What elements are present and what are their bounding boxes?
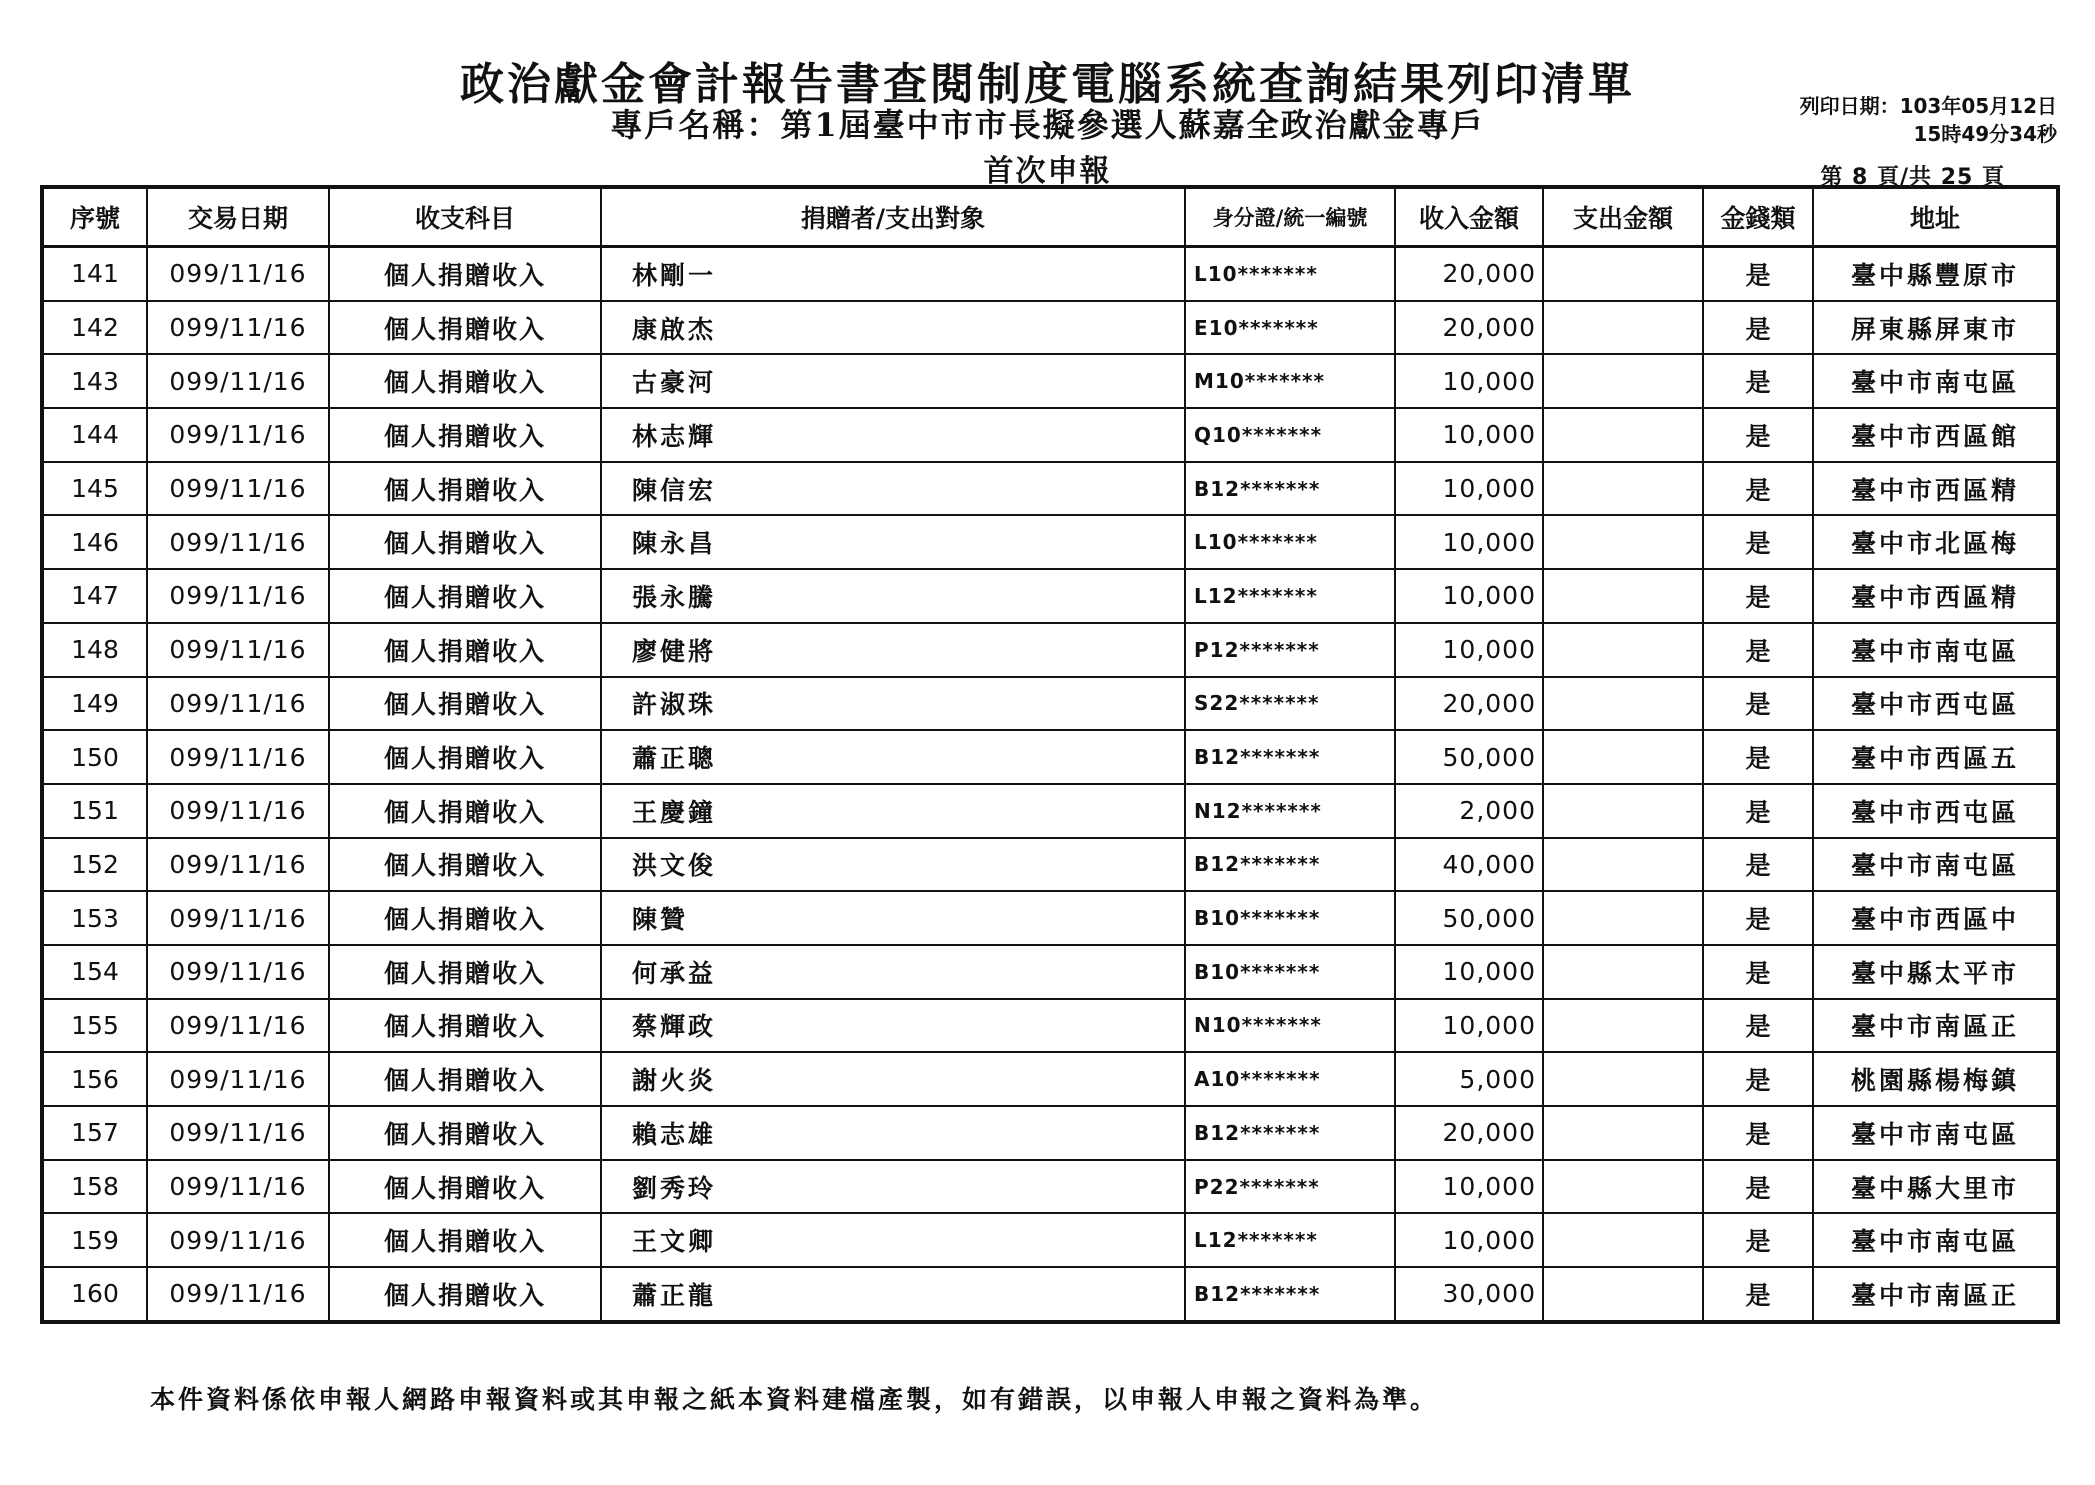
row-expense-amount bbox=[1543, 945, 1703, 999]
row-cash-flag: 是 bbox=[1703, 301, 1813, 355]
row-income-amount: 10,000 bbox=[1395, 408, 1543, 462]
row-address: 臺中市南區正 bbox=[1813, 999, 2058, 1053]
row-cash-flag: 是 bbox=[1703, 354, 1813, 408]
row-income-amount: 40,000 bbox=[1395, 838, 1543, 892]
row-expense-amount bbox=[1543, 247, 1703, 301]
row-seq: 144 bbox=[42, 408, 147, 462]
row-expense-amount bbox=[1543, 1267, 1703, 1322]
row-seq: 148 bbox=[42, 623, 147, 677]
row-address: 臺中市南屯區 bbox=[1813, 1213, 2058, 1267]
row-cash-flag: 是 bbox=[1703, 677, 1813, 731]
row-seq: 142 bbox=[42, 301, 147, 355]
row-date: 099/11/16 bbox=[147, 1052, 329, 1106]
table-row bbox=[42, 999, 2058, 1053]
table-row bbox=[42, 838, 2058, 892]
row-income-amount: 10,000 bbox=[1395, 462, 1543, 516]
account-name: 第1屆臺中市市長擬參選人蘇嘉全政治獻金專戶 bbox=[780, 106, 1485, 144]
row-address: 桃園縣楊梅鎮 bbox=[1813, 1052, 2058, 1106]
row-income-amount: 10,000 bbox=[1395, 999, 1543, 1053]
row-donor: 洪文俊 bbox=[601, 838, 1185, 892]
row-cash-flag: 是 bbox=[1703, 515, 1813, 569]
row-id-number: A10******* bbox=[1185, 1052, 1395, 1106]
row-donor: 王慶鐘 bbox=[601, 784, 1185, 838]
row-id-number: B10******* bbox=[1185, 891, 1395, 945]
row-donor: 康啟杰 bbox=[601, 301, 1185, 355]
row-date: 099/11/16 bbox=[147, 623, 329, 677]
row-expense-amount bbox=[1543, 408, 1703, 462]
row-donor: 劉秀玲 bbox=[601, 1160, 1185, 1214]
row-date: 099/11/16 bbox=[147, 838, 329, 892]
row-id-number: B12******* bbox=[1185, 730, 1395, 784]
row-income-amount: 20,000 bbox=[1395, 1106, 1543, 1160]
footnote: 本件資料係依申報人網路申報資料或其申報之紙本資料建檔產製，如有錯誤，以申報人申報之資料為準。 bbox=[150, 1385, 1439, 1414]
row-cash-flag: 是 bbox=[1703, 891, 1813, 945]
table-row bbox=[42, 247, 2058, 301]
row-category: 個人捐贈收入 bbox=[329, 784, 601, 838]
table-row bbox=[42, 569, 2058, 623]
table-row bbox=[42, 354, 2058, 408]
row-category: 個人捐贈收入 bbox=[329, 1267, 601, 1322]
row-date: 099/11/16 bbox=[147, 945, 329, 999]
row-category: 個人捐贈收入 bbox=[329, 891, 601, 945]
account-name-line bbox=[0, 100, 2095, 146]
row-date: 099/11/16 bbox=[147, 462, 329, 516]
row-category: 個人捐贈收入 bbox=[329, 999, 601, 1053]
row-seq: 149 bbox=[42, 677, 147, 731]
row-category: 個人捐贈收入 bbox=[329, 1213, 601, 1267]
row-donor: 蔡輝政 bbox=[601, 999, 1185, 1053]
table-row bbox=[42, 408, 2058, 462]
table-row bbox=[42, 730, 2058, 784]
row-id-number: L10******* bbox=[1185, 515, 1395, 569]
row-seq: 147 bbox=[42, 569, 147, 623]
row-income-amount: 50,000 bbox=[1395, 891, 1543, 945]
row-cash-flag: 是 bbox=[1703, 730, 1813, 784]
table-row bbox=[42, 1160, 2058, 1214]
column-header-expense: 支出金額 bbox=[1543, 187, 1703, 247]
row-address: 臺中縣太平市 bbox=[1813, 945, 2058, 999]
row-date: 099/11/16 bbox=[147, 408, 329, 462]
row-expense-amount bbox=[1543, 1160, 1703, 1214]
row-id-number: B12******* bbox=[1185, 838, 1395, 892]
table-row bbox=[42, 1052, 2058, 1106]
row-id-number: Q10******* bbox=[1185, 408, 1395, 462]
row-address: 臺中市西屯區 bbox=[1813, 677, 2058, 731]
row-id-number: B12******* bbox=[1185, 1267, 1395, 1322]
row-donor: 陳永昌 bbox=[601, 515, 1185, 569]
table-row bbox=[42, 945, 2058, 999]
row-seq: 146 bbox=[42, 515, 147, 569]
row-income-amount: 20,000 bbox=[1395, 677, 1543, 731]
column-header-seq: 序號 bbox=[42, 187, 147, 247]
row-date: 099/11/16 bbox=[147, 247, 329, 301]
print-date-block bbox=[1800, 92, 2057, 148]
row-income-amount: 30,000 bbox=[1395, 1267, 1543, 1322]
row-expense-amount bbox=[1543, 1052, 1703, 1106]
row-donor: 林志輝 bbox=[601, 408, 1185, 462]
donation-table bbox=[40, 185, 2060, 1324]
row-date: 099/11/16 bbox=[147, 677, 329, 731]
print-time: 15時49分34秒 bbox=[1913, 122, 2057, 146]
table-row bbox=[42, 515, 2058, 569]
table-body bbox=[42, 247, 2058, 1322]
row-expense-amount bbox=[1543, 1213, 1703, 1267]
row-income-amount: 10,000 bbox=[1395, 354, 1543, 408]
row-cash-flag: 是 bbox=[1703, 462, 1813, 516]
row-expense-amount bbox=[1543, 462, 1703, 516]
row-donor: 何承益 bbox=[601, 945, 1185, 999]
row-income-amount: 20,000 bbox=[1395, 247, 1543, 301]
row-category: 個人捐贈收入 bbox=[329, 945, 601, 999]
row-date: 099/11/16 bbox=[147, 1213, 329, 1267]
print-date-label: 列印日期： bbox=[1799, 94, 1900, 118]
row-donor: 謝火炎 bbox=[601, 1052, 1185, 1106]
row-donor: 廖健將 bbox=[601, 623, 1185, 677]
row-seq: 143 bbox=[42, 354, 147, 408]
row-id-number: B12******* bbox=[1185, 462, 1395, 516]
row-income-amount: 10,000 bbox=[1395, 945, 1543, 999]
row-cash-flag: 是 bbox=[1703, 945, 1813, 999]
row-seq: 150 bbox=[42, 730, 147, 784]
row-id-number: L10******* bbox=[1185, 247, 1395, 301]
row-cash-flag: 是 bbox=[1703, 623, 1813, 677]
row-category: 個人捐贈收入 bbox=[329, 1106, 601, 1160]
row-seq: 152 bbox=[42, 838, 147, 892]
row-address: 臺中市西區精 bbox=[1813, 569, 2058, 623]
row-donor: 蕭正龍 bbox=[601, 1267, 1185, 1322]
row-seq: 141 bbox=[42, 247, 147, 301]
row-date: 099/11/16 bbox=[147, 1106, 329, 1160]
row-expense-amount bbox=[1543, 838, 1703, 892]
row-date: 099/11/16 bbox=[147, 891, 329, 945]
row-address: 臺中市南屯區 bbox=[1813, 623, 2058, 677]
row-expense-amount bbox=[1543, 301, 1703, 355]
table-row bbox=[42, 1267, 2058, 1322]
row-id-number: P22******* bbox=[1185, 1160, 1395, 1214]
row-donor: 蕭正聰 bbox=[601, 730, 1185, 784]
row-category: 個人捐贈收入 bbox=[329, 515, 601, 569]
row-income-amount: 2,000 bbox=[1395, 784, 1543, 838]
table-row bbox=[42, 623, 2058, 677]
row-date: 099/11/16 bbox=[147, 515, 329, 569]
page-number: 第 8 頁/共 25 頁 bbox=[1820, 165, 2005, 190]
row-id-number: L12******* bbox=[1185, 1213, 1395, 1267]
row-donor: 陳贊 bbox=[601, 891, 1185, 945]
row-address: 臺中縣大里市 bbox=[1813, 1160, 2058, 1214]
row-date: 099/11/16 bbox=[147, 569, 329, 623]
row-cash-flag: 是 bbox=[1703, 838, 1813, 892]
row-category: 個人捐贈收入 bbox=[329, 677, 601, 731]
row-cash-flag: 是 bbox=[1703, 569, 1813, 623]
row-category: 個人捐贈收入 bbox=[329, 623, 601, 677]
row-donor: 賴志雄 bbox=[601, 1106, 1185, 1160]
row-donor: 張永騰 bbox=[601, 569, 1185, 623]
row-expense-amount bbox=[1543, 1106, 1703, 1160]
row-category: 個人捐贈收入 bbox=[329, 354, 601, 408]
row-address: 臺中市西區館 bbox=[1813, 408, 2058, 462]
row-cash-flag: 是 bbox=[1703, 999, 1813, 1053]
row-date: 099/11/16 bbox=[147, 1267, 329, 1322]
row-expense-amount bbox=[1543, 623, 1703, 677]
row-seq: 154 bbox=[42, 945, 147, 999]
row-id-number: B12******* bbox=[1185, 1106, 1395, 1160]
row-income-amount: 10,000 bbox=[1395, 1213, 1543, 1267]
row-donor: 古豪河 bbox=[601, 354, 1185, 408]
row-donor: 許淑珠 bbox=[601, 677, 1185, 731]
account-name-label: 專戶名稱： bbox=[610, 106, 781, 144]
row-category: 個人捐贈收入 bbox=[329, 301, 601, 355]
row-expense-amount bbox=[1543, 677, 1703, 731]
row-id-number: L12******* bbox=[1185, 569, 1395, 623]
row-date: 099/11/16 bbox=[147, 784, 329, 838]
table-row bbox=[42, 301, 2058, 355]
row-cash-flag: 是 bbox=[1703, 1160, 1813, 1214]
row-id-number: M10******* bbox=[1185, 354, 1395, 408]
row-category: 個人捐贈收入 bbox=[329, 462, 601, 516]
row-address: 臺中市南區正 bbox=[1813, 1267, 2058, 1322]
row-category: 個人捐贈收入 bbox=[329, 1052, 601, 1106]
row-id-number: N10******* bbox=[1185, 999, 1395, 1053]
row-income-amount: 10,000 bbox=[1395, 515, 1543, 569]
row-date: 099/11/16 bbox=[147, 999, 329, 1053]
row-date: 099/11/16 bbox=[147, 1160, 329, 1214]
row-expense-amount bbox=[1543, 569, 1703, 623]
report-type: 首次申報 bbox=[983, 154, 1112, 189]
row-seq: 160 bbox=[42, 1267, 147, 1322]
row-cash-flag: 是 bbox=[1703, 408, 1813, 462]
row-expense-amount bbox=[1543, 515, 1703, 569]
column-header-category: 收支科目 bbox=[329, 187, 601, 247]
row-address: 臺中市西屯區 bbox=[1813, 784, 2058, 838]
row-income-amount: 50,000 bbox=[1395, 730, 1543, 784]
row-expense-amount bbox=[1543, 999, 1703, 1053]
row-date: 099/11/16 bbox=[147, 301, 329, 355]
row-income-amount: 20,000 bbox=[1395, 301, 1543, 355]
table-row bbox=[42, 784, 2058, 838]
row-seq: 157 bbox=[42, 1106, 147, 1160]
row-donor: 陳信宏 bbox=[601, 462, 1185, 516]
row-seq: 153 bbox=[42, 891, 147, 945]
row-address: 臺中市南屯區 bbox=[1813, 354, 2058, 408]
row-seq: 151 bbox=[42, 784, 147, 838]
table-row bbox=[42, 1106, 2058, 1160]
row-address: 臺中市西區精 bbox=[1813, 462, 2058, 516]
row-address: 臺中市西區中 bbox=[1813, 891, 2058, 945]
row-cash-flag: 是 bbox=[1703, 784, 1813, 838]
row-address: 臺中市北區梅 bbox=[1813, 515, 2058, 569]
row-category: 個人捐贈收入 bbox=[329, 408, 601, 462]
row-income-amount: 10,000 bbox=[1395, 1160, 1543, 1214]
row-category: 個人捐贈收入 bbox=[329, 838, 601, 892]
row-seq: 155 bbox=[42, 999, 147, 1053]
print-date: 103年05月12日 bbox=[1899, 94, 2057, 118]
table-header bbox=[42, 187, 2058, 247]
row-donor: 林剛一 bbox=[601, 247, 1185, 301]
row-address: 臺中縣豐原市 bbox=[1813, 247, 2058, 301]
row-cash-flag: 是 bbox=[1703, 1213, 1813, 1267]
row-id-number: P12******* bbox=[1185, 623, 1395, 677]
row-expense-amount bbox=[1543, 891, 1703, 945]
table-row bbox=[42, 1213, 2058, 1267]
column-header-address: 地址 bbox=[1813, 187, 2058, 247]
row-date: 099/11/16 bbox=[147, 730, 329, 784]
row-category: 個人捐贈收入 bbox=[329, 569, 601, 623]
row-expense-amount bbox=[1543, 784, 1703, 838]
row-income-amount: 5,000 bbox=[1395, 1052, 1543, 1106]
table-row bbox=[42, 677, 2058, 731]
row-id-number: N12******* bbox=[1185, 784, 1395, 838]
row-donor: 王文卿 bbox=[601, 1213, 1185, 1267]
column-header-donor: 捐贈者/支出對象 bbox=[601, 187, 1185, 247]
row-cash-flag: 是 bbox=[1703, 1106, 1813, 1160]
row-cash-flag: 是 bbox=[1703, 247, 1813, 301]
row-seq: 159 bbox=[42, 1213, 147, 1267]
row-income-amount: 10,000 bbox=[1395, 569, 1543, 623]
row-cash-flag: 是 bbox=[1703, 1052, 1813, 1106]
table-row bbox=[42, 891, 2058, 945]
row-category: 個人捐贈收入 bbox=[329, 1160, 601, 1214]
column-header-id: 身分證/統一編號 bbox=[1185, 187, 1395, 247]
row-address: 臺中市南屯區 bbox=[1813, 838, 2058, 892]
row-address: 屏東縣屏東市 bbox=[1813, 301, 2058, 355]
row-seq: 145 bbox=[42, 462, 147, 516]
row-cash-flag: 是 bbox=[1703, 1267, 1813, 1322]
row-address: 臺中市西區五 bbox=[1813, 730, 2058, 784]
row-expense-amount bbox=[1543, 730, 1703, 784]
row-seq: 156 bbox=[42, 1052, 147, 1106]
row-id-number: S22******* bbox=[1185, 677, 1395, 731]
row-category: 個人捐贈收入 bbox=[329, 247, 601, 301]
column-header-income: 收入金額 bbox=[1395, 187, 1543, 247]
row-address: 臺中市南屯區 bbox=[1813, 1106, 2058, 1160]
row-category: 個人捐贈收入 bbox=[329, 730, 601, 784]
row-id-number: E10******* bbox=[1185, 301, 1395, 355]
column-header-date: 交易日期 bbox=[147, 187, 329, 247]
row-income-amount: 10,000 bbox=[1395, 623, 1543, 677]
row-expense-amount bbox=[1543, 354, 1703, 408]
column-header-cash: 金錢類 bbox=[1703, 187, 1813, 247]
row-seq: 158 bbox=[42, 1160, 147, 1214]
table-row bbox=[42, 462, 2058, 516]
row-date: 099/11/16 bbox=[147, 354, 329, 408]
row-id-number: B10******* bbox=[1185, 945, 1395, 999]
report-title: 政治獻金會計報告書查閱制度電腦系統查詢結果列印清單 bbox=[460, 59, 1635, 110]
